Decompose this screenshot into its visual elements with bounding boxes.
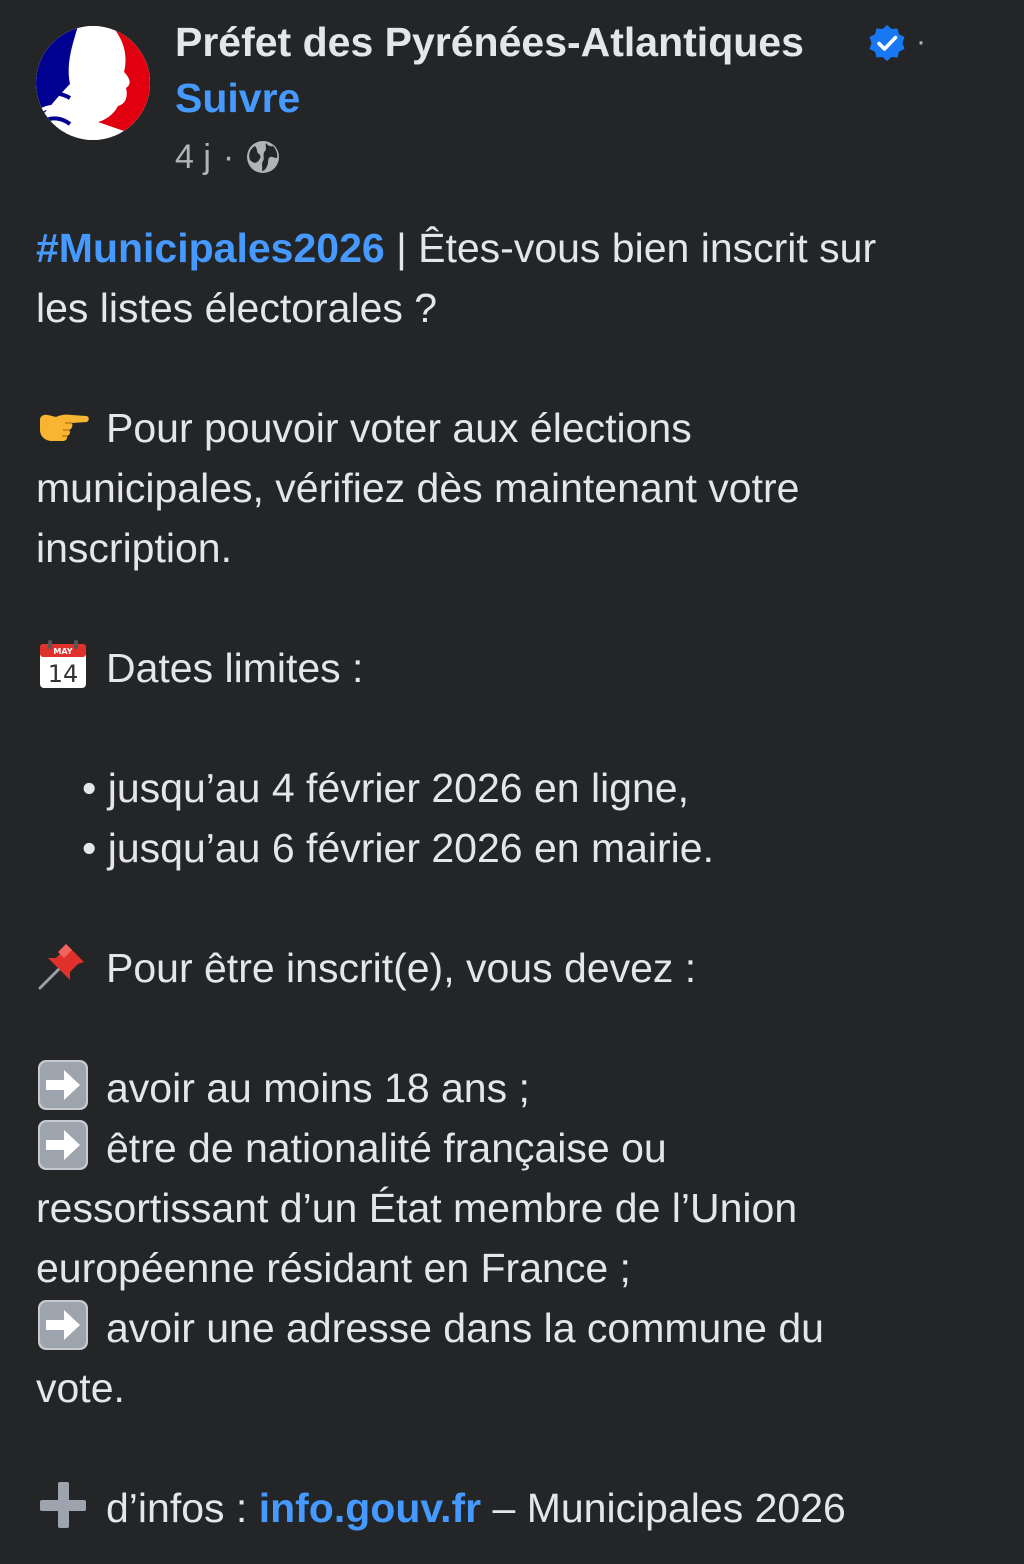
marianne-logo-icon [36, 26, 150, 140]
verified-badge-icon [868, 24, 906, 62]
calendar-icon [36, 638, 90, 692]
requirement-address-line [36, 1298, 996, 1358]
info-rest: – Municipales 2026 [481, 1485, 846, 1531]
follow-button[interactable]: Suivre [175, 75, 301, 121]
right-arrow-icon [36, 1118, 90, 1172]
post-body [36, 218, 996, 1538]
pushpin-icon [36, 938, 90, 992]
hashtag-link[interactable]: #Municipales2026 [36, 225, 385, 271]
date-item-mairie: • jusqu’au 6 février 2026 en mairie. [82, 825, 714, 871]
globe-icon[interactable] [246, 140, 280, 174]
calendar-month: MAY [53, 647, 73, 656]
vote-text-line-1: Pour pouvoir voter aux élections [106, 405, 692, 451]
info-label: d’infos : [106, 1485, 259, 1531]
paragraph-vote-line [36, 398, 996, 458]
header-separator: · [916, 25, 926, 58]
info-gouv-link[interactable]: info.gouv.fr [258, 1485, 482, 1531]
calendar-day: 14 [47, 660, 79, 688]
vote-text-line-3: inscription. [36, 525, 232, 571]
page-name[interactable]: Préfet des Pyrénées-Atlantiques [175, 19, 804, 65]
requirement-nationality-line [36, 1118, 996, 1178]
intro-text: | Êtes-vous bien inscrit sur [384, 225, 877, 271]
info-line [36, 1478, 996, 1538]
backhand-index-pointing-right-icon [36, 398, 90, 452]
meta-separator: · [222, 137, 235, 176]
requirement-age-line [36, 1058, 996, 1118]
dates-heading: Dates limites : [106, 645, 364, 691]
requirement-nationality-3: européenne résidant en France ; [36, 1245, 631, 1291]
post-header [0, 0, 1024, 200]
requirement-nationality-1: être de nationalité française ou [106, 1125, 667, 1171]
requirements-heading: Pour être inscrit(e), vous devez : [106, 945, 697, 991]
date-item-online: • jusqu’au 4 février 2026 en ligne, [82, 765, 689, 811]
right-arrow-icon [36, 1298, 90, 1352]
right-arrow-icon [36, 1058, 90, 1112]
intro-line-2: les listes électorales ? [36, 285, 438, 331]
requirement-nationality-2: ressortissant d’un État membre de l’Union [36, 1185, 798, 1231]
post-timestamp[interactable]: 4 j [175, 137, 211, 176]
plus-icon [36, 1478, 90, 1532]
requirement-address-2: vote. [36, 1365, 125, 1411]
requirement-address-1: avoir une adresse dans la commune du [106, 1305, 824, 1351]
vote-text-line-2: municipales, vérifiez dès maintenant votre [36, 465, 800, 511]
requirement-age: avoir au moins 18 ans ; [106, 1065, 530, 1111]
requirements-heading-line [36, 938, 996, 998]
page-avatar[interactable] [36, 26, 150, 140]
dates-heading-line [36, 638, 996, 698]
intro-line [36, 218, 996, 278]
post-meta [175, 136, 280, 178]
